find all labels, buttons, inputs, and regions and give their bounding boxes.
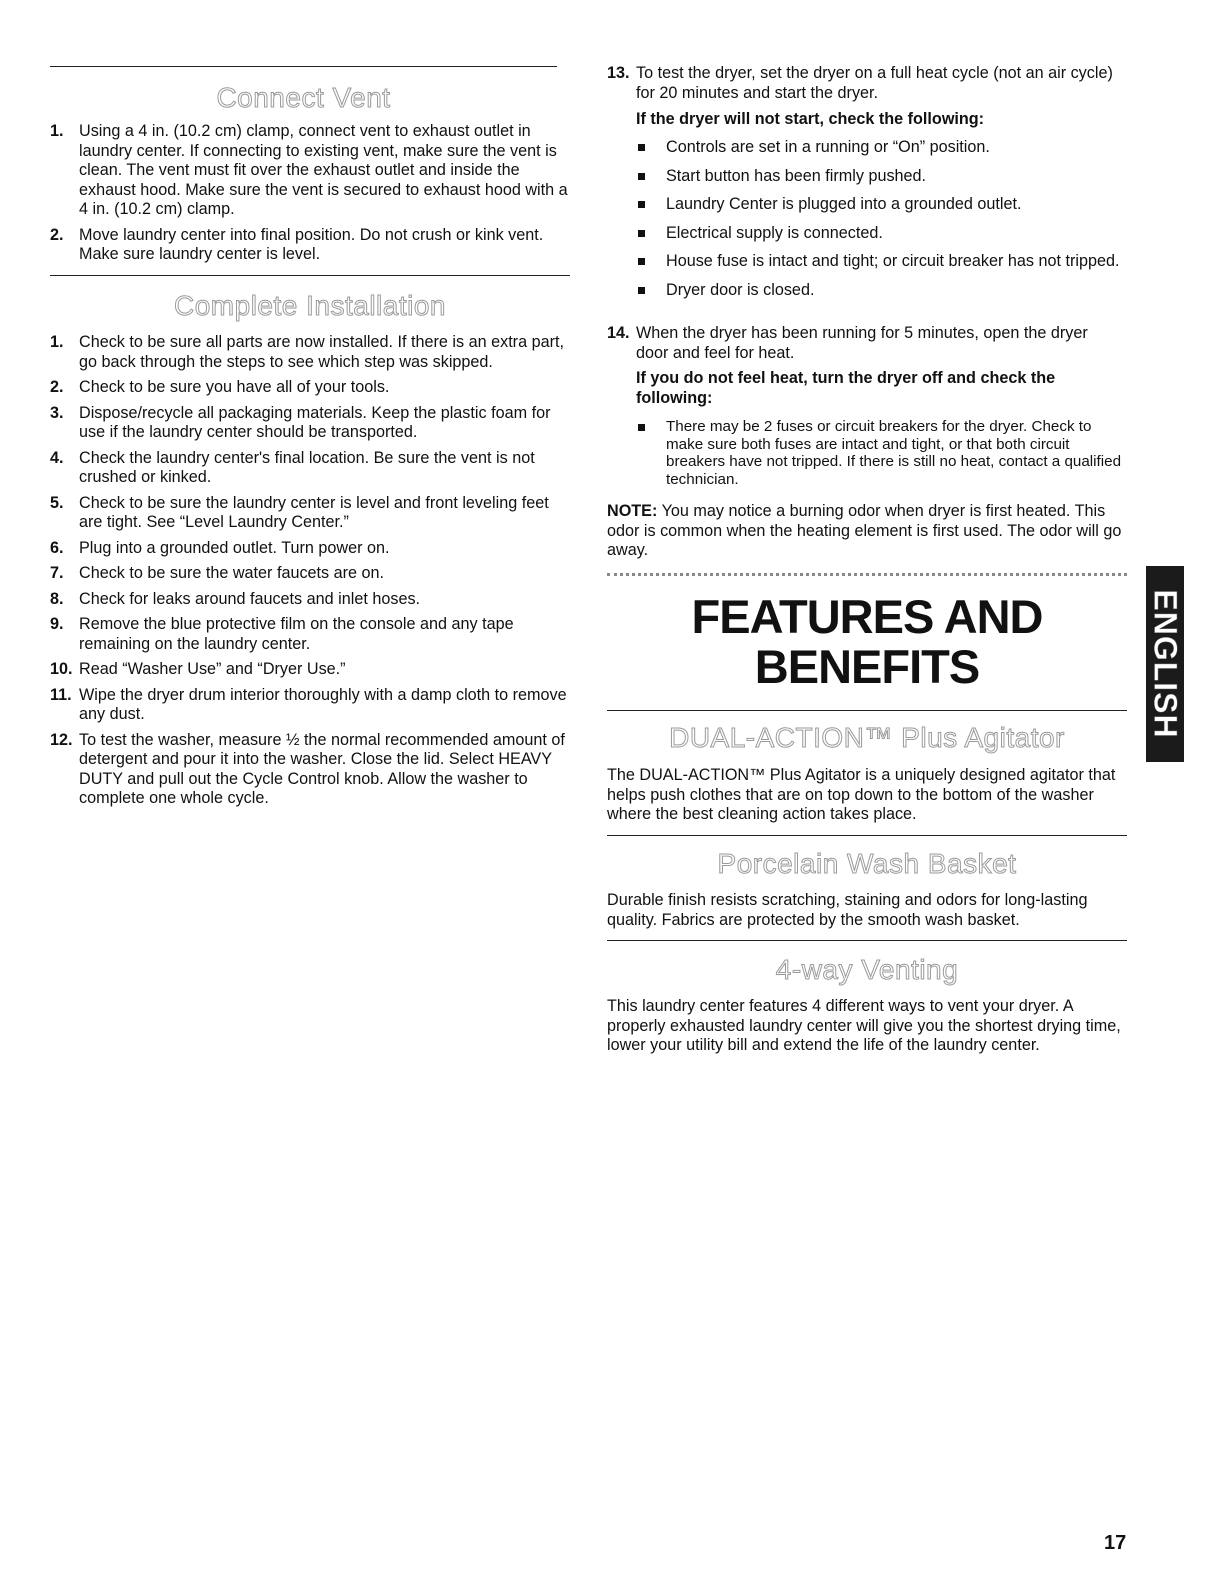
note-label: NOTE: bbox=[607, 502, 658, 520]
step-number: 12. bbox=[50, 730, 73, 749]
step-number: 13. bbox=[607, 64, 630, 82]
step-text: To test the washer, measure ½ the normal recommended amount of detergent and pour it into the washer. Close the lid. Select HEAVY DUTY and pull out the Cycle Control knob. Allow the washer to complete one whole cycle. bbox=[79, 730, 565, 807]
language-tab bbox=[1146, 566, 1184, 762]
check-item: Dryer door is closed. bbox=[636, 281, 1136, 301]
complete-installation-rule bbox=[50, 275, 570, 276]
install-step bbox=[50, 539, 570, 559]
install-step bbox=[50, 564, 570, 584]
note-text: You may notice a burning odor when dryer is first heated. This odor is common when the heating element is first used. The odor will go away. bbox=[607, 502, 1122, 559]
connect-vent-heading: Connect Vent bbox=[216, 82, 391, 113]
step-text: When the dryer has been running for 5 minutes, open the dryer door and feel for heat. bbox=[636, 324, 1088, 362]
agitator-rule bbox=[607, 710, 1127, 711]
step-text: Move laundry center into final position. Do not crush or kink vent. Make sure laundry center is level. bbox=[79, 225, 544, 263]
page-number: 17 bbox=[1104, 1532, 1127, 1554]
install-step bbox=[50, 615, 570, 654]
features-title-line1: FEATURES AND bbox=[691, 590, 1043, 643]
venting-text: This laundry center features 4 different ways to vent your dryer. A properly exhausted laundry center will give you the shortest drying time, lower your utility bill and extend the life of the laundry center. bbox=[607, 997, 1121, 1054]
install-step bbox=[50, 686, 570, 725]
step-number: 3. bbox=[50, 403, 64, 422]
check-item: Start button has been firmly pushed. bbox=[636, 167, 1136, 187]
step-number: 9. bbox=[50, 615, 64, 633]
connect-vent-step bbox=[50, 226, 570, 265]
install-step bbox=[50, 404, 570, 443]
connect-vent-rule bbox=[50, 66, 557, 67]
complete-installation-heading: Complete Installation bbox=[174, 290, 446, 321]
step-text: Check to be sure the laundry center is level and front leveling feet are tight. See “Level Laundry Center.” bbox=[79, 493, 549, 531]
step-text: To test the dryer, set the dryer on a full heat cycle (not an air cycle) for 20 minutes and start the dryer. bbox=[636, 64, 1113, 102]
step-text: Using a 4 in. (10.2 cm) clamp, connect vent to exhaust outlet in laundry center. If connecting to existing vent, make sure the vent is clean. The vent must fit over the exhaust outlet and inside the exhaust hood. Make sure the vent is secured to exhaust hood with a 4 in. (10.2 cm) clamp. bbox=[79, 122, 568, 218]
step-text: Wipe the dryer drum interior thoroughly with a damp cloth to remove any dust. bbox=[79, 685, 567, 723]
venting-heading: 4-way Venting bbox=[775, 954, 959, 985]
agitator-heading: DUAL-ACTION™ Plus Agitator bbox=[669, 722, 1065, 753]
step-number: 8. bbox=[50, 589, 64, 608]
install-step bbox=[50, 333, 570, 372]
agitator-text: The DUAL-ACTION™ Plus Agitator is a uniquely designed agitator that helps push clothes that are on top down to the bottom of the washer where the best cleaning action takes place. bbox=[607, 766, 1116, 823]
check-item: Controls are set in a running or “On” position. bbox=[636, 138, 1136, 158]
step-text: Dispose/recycle all packaging materials. Keep the plastic foam for use if the laundry center should be transported. bbox=[79, 403, 551, 441]
note-paragraph bbox=[607, 502, 1127, 561]
step-text: Check the laundry center's final location. Be sure the vent is not crushed or kinked. bbox=[79, 448, 535, 486]
features-title bbox=[607, 592, 1127, 692]
connect-vent-step bbox=[50, 122, 570, 220]
dotted-divider bbox=[607, 573, 1127, 576]
step-text: Check for leaks around faucets and inlet hoses. bbox=[79, 589, 421, 608]
dryer-heat-step bbox=[607, 324, 1107, 369]
language-tab-label: ENGLISH bbox=[1147, 589, 1184, 739]
step-number: 1. bbox=[50, 333, 64, 351]
install-step bbox=[50, 731, 570, 809]
step-number: 1. bbox=[50, 122, 64, 140]
dryer-start-check-list bbox=[636, 138, 1136, 309]
install-step bbox=[607, 324, 1107, 363]
complete-installation-steps bbox=[50, 333, 570, 815]
install-step bbox=[50, 494, 570, 533]
step-number: 5. bbox=[50, 493, 64, 512]
step-text: Plug into a grounded outlet. Turn power on. bbox=[79, 538, 390, 557]
step-text: Check to be sure you have all of your tools. bbox=[79, 378, 390, 396]
step-number: 6. bbox=[50, 538, 64, 557]
dryer-start-check-heading: If the dryer will not start, check the following: bbox=[636, 110, 985, 128]
step-text: Check to be sure the water faucets are on. bbox=[79, 564, 385, 582]
step-text: Check to be sure all parts are now installed. If there is an extra part, go back through the steps to see which step was skipped. bbox=[79, 333, 564, 371]
step-number: 4. bbox=[50, 448, 64, 467]
install-step bbox=[50, 378, 570, 398]
step-number: 2. bbox=[50, 225, 64, 244]
install-step bbox=[50, 590, 570, 610]
step-number: 14. bbox=[607, 324, 630, 342]
venting-rule bbox=[607, 940, 1127, 941]
dryer-heat-check-heading: If you do not feel heat, turn the dryer off and check the following: bbox=[636, 369, 1056, 407]
install-step bbox=[607, 64, 1127, 103]
check-item: Electrical supply is connected. bbox=[636, 224, 1136, 244]
basket-heading: Porcelain Wash Basket bbox=[717, 848, 1017, 879]
step-number: 10. bbox=[50, 660, 73, 678]
basket-rule bbox=[607, 835, 1127, 836]
dryer-heat-check-list bbox=[636, 418, 1127, 497]
step-number: 2. bbox=[50, 378, 64, 396]
basket-text: Durable finish resists scratching, staining and odors for long-lasting quality. Fabrics are protected by the smooth wash basket. bbox=[607, 891, 1088, 929]
step-number: 11. bbox=[50, 685, 72, 704]
connect-vent-steps bbox=[50, 122, 570, 271]
step-text: Remove the blue protective film on the console and any tape remaining on the laundry center. bbox=[79, 615, 514, 653]
install-step bbox=[50, 660, 570, 680]
step-number: 7. bbox=[50, 564, 64, 582]
check-item: Laundry Center is plugged into a grounded outlet. bbox=[636, 195, 1136, 215]
check-item: House fuse is intact and tight; or circuit breaker has not tripped. bbox=[636, 252, 1136, 272]
dryer-test-step bbox=[607, 64, 1127, 109]
step-text: Read “Washer Use” and “Dryer Use.” bbox=[79, 660, 346, 678]
features-title-line2: BENEFITS bbox=[754, 640, 980, 693]
install-step bbox=[50, 449, 570, 488]
check-item: There may be 2 fuses or circuit breakers for the dryer. Check to make sure both fuses are intact and tight, or that both circuit breakers have not tripped. If there is still no heat, contact a qualified technician. bbox=[636, 418, 1127, 488]
